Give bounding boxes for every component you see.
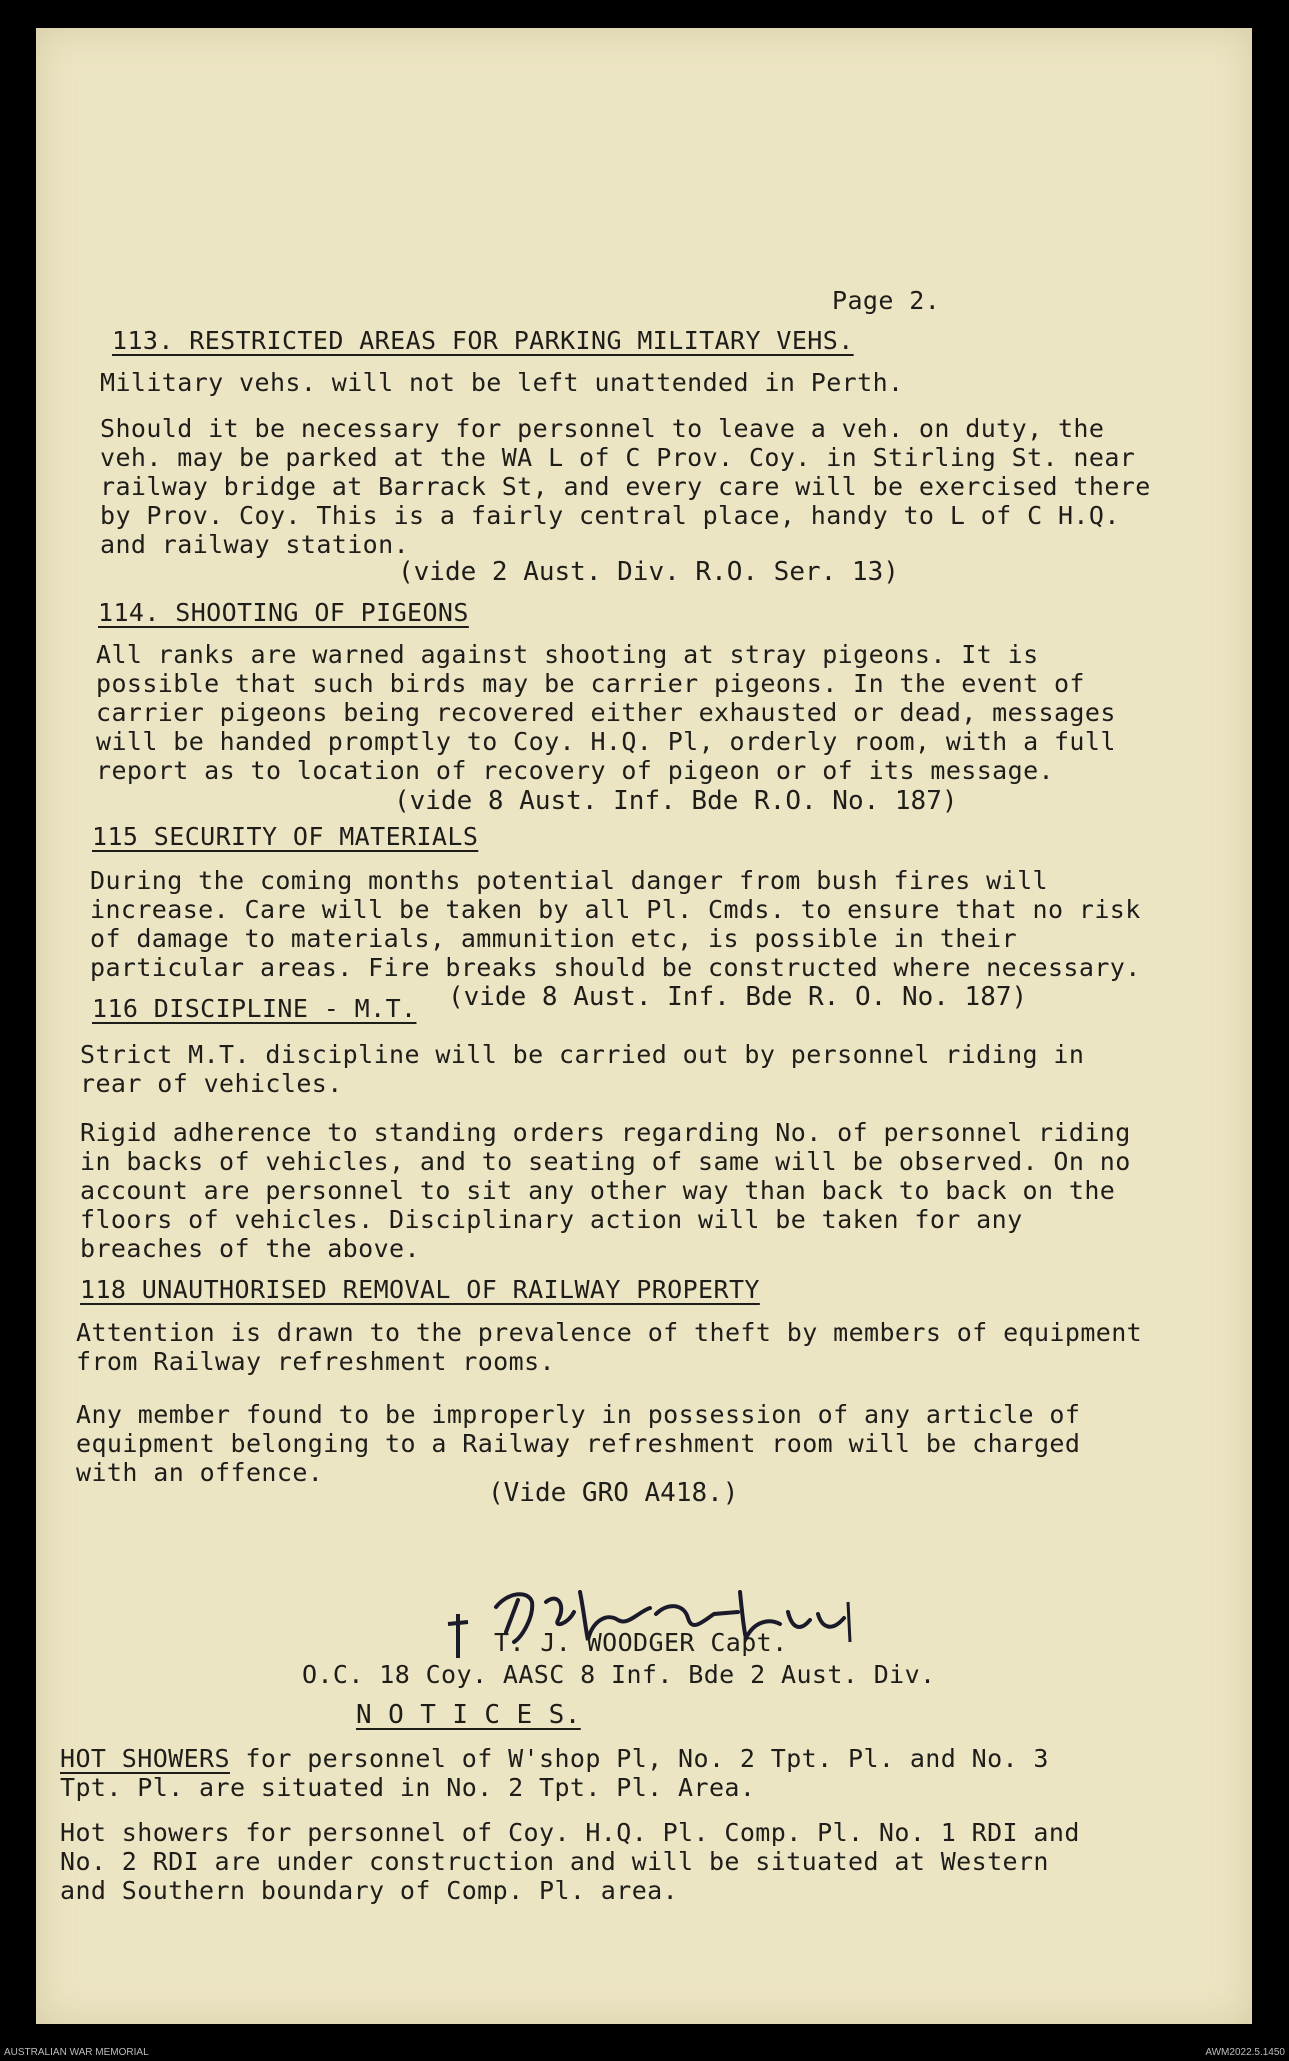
text-line: Tpt. Pl. are situated in No. 2 Tpt. Pl. Area. — [60, 1773, 756, 1802]
text-line: Strict M.T. discipline will be carried out by personnel riding in — [80, 1040, 1085, 1069]
notice-label: HOT SHOWERS — [60, 1744, 230, 1773]
section-114-reference: (vide 8 Aust. Inf. Bde R.O. No. 187) — [394, 786, 958, 816]
text-line: Hot showers for personnel of Coy. H.Q. Pl. Comp. Pl. No. 1 RDI and — [60, 1818, 1080, 1847]
section-116-heading: 116 DISCIPLINE - M.T. — [92, 994, 417, 1023]
text-line: During the coming months potential danger from bush fires will — [90, 866, 1048, 895]
section-115-heading: 115 SECURITY OF MATERIALS — [92, 822, 479, 851]
text-line: particular areas. Fire breaks should be constructed where necessary. — [90, 953, 1141, 982]
text-line: from Railway refreshment rooms. — [76, 1347, 555, 1376]
footer-accession-number: AWM2022.5.1450 — [1205, 2047, 1285, 2058]
text-line: Attention is drawn to the prevalence of theft by members of equipment — [76, 1318, 1143, 1347]
pen-mark — [446, 1612, 470, 1660]
text-line — [60, 1744, 1049, 1773]
text-line: Military vehs. will not be left unattended in Perth. — [100, 368, 904, 397]
section-118-para-1 — [76, 1318, 1142, 1376]
section-118-reference: (Vide GRO A418.) — [488, 1478, 739, 1508]
text-line: possible that such birds may be carrier pigeons. In the event of — [96, 669, 1085, 698]
section-113-reference: (vide 2 Aust. Div. R.O. Ser. 13) — [398, 557, 899, 587]
text-line: breaches of the above. — [80, 1234, 420, 1263]
text-line: and railway station. — [100, 530, 410, 559]
text-line: carrier pigeons being recovered either exhausted or dead, messages — [96, 698, 1116, 727]
text-line: equipment belonging to a Railway refreshment room will be charged — [76, 1429, 1081, 1458]
section-115-reference: (vide 8 Aust. Inf. Bde R. O. No. 187) — [448, 982, 1028, 1012]
text-line: by Prov. Coy. This is a fairly central place, handy to L of C H.Q. — [100, 501, 1120, 530]
text-line: All ranks are warned against shooting at stray pigeons. It is — [96, 640, 1039, 669]
text-line: with an offence. — [76, 1458, 324, 1487]
section-113-para-2 — [100, 414, 1151, 559]
text-line: railway bridge at Barrack St, and every care will be exercised there — [100, 472, 1151, 501]
section-115-para-1 — [90, 866, 1141, 982]
signatory-unit: O.C. 18 Coy. AASC 8 Inf. Bde 2 Aust. Div. — [302, 1660, 936, 1689]
section-114-heading: 114. SHOOTING OF PIGEONS — [98, 598, 469, 627]
page-number: Page 2. — [832, 286, 941, 315]
text-line: in backs of vehicles, and to seating of same will be observed. On no — [80, 1147, 1131, 1176]
section-114-para-1 — [96, 640, 1116, 785]
section-116-para-1 — [80, 1040, 1084, 1098]
text-line: will be handed promptly to Coy. H.Q. Pl, orderly room, with a full — [96, 727, 1116, 756]
text-line: floors of vehicles. Disciplinary action will be taken for any — [80, 1205, 1023, 1234]
text-line: and Southern boundary of Comp. Pl. area. — [60, 1876, 679, 1905]
text-line: veh. may be parked at the WA L of C Prov. Coy. in Stirling St. near — [100, 443, 1136, 472]
text-line: Any member found to be improperly in possession of any article of — [76, 1400, 1081, 1429]
text-line: rear of vehicles. — [80, 1069, 343, 1098]
text-line: report as to location of recovery of pigeon or of its message. — [96, 756, 1054, 785]
section-116-para-2 — [80, 1118, 1131, 1263]
notice-text: for personnel of W'shop Pl, No. 2 Tpt. Pl. and No. 3 — [245, 1744, 1049, 1773]
text-line: Should it be necessary for personnel to leave a veh. on duty, the — [100, 414, 1105, 443]
text-line: increase. Care will be taken by all Pl. Cmds. to ensure that no risk — [90, 895, 1141, 924]
signatory-name: T. J. WOODGER Capt. — [494, 1628, 788, 1657]
text-line: Rigid adherence to standing orders regarding No. of personnel riding — [80, 1118, 1131, 1147]
section-113-heading: 113. RESTRICTED AREAS FOR PARKING MILITARY VEHS. — [112, 326, 854, 355]
notice-hot-showers-2 — [60, 1818, 1080, 1905]
text-line: No. 2 RDI are under construction and will be situated at Western — [60, 1847, 1049, 1876]
notice-hot-showers — [60, 1744, 1049, 1802]
section-113-para-1 — [100, 368, 903, 397]
footer-source: AUSTRALIAN WAR MEMORIAL — [4, 2047, 149, 2058]
section-118-para-2 — [76, 1400, 1080, 1487]
section-118-heading: 118 UNAUTHORISED REMOVAL OF RAILWAY PROPERTY — [80, 1275, 760, 1304]
notices-heading: N O T I C E S. — [356, 1700, 581, 1730]
text-line: of damage to materials, ammunition etc, is possible in their — [90, 924, 1018, 953]
text-line: account are personnel to sit any other way than back to back on the — [80, 1176, 1116, 1205]
